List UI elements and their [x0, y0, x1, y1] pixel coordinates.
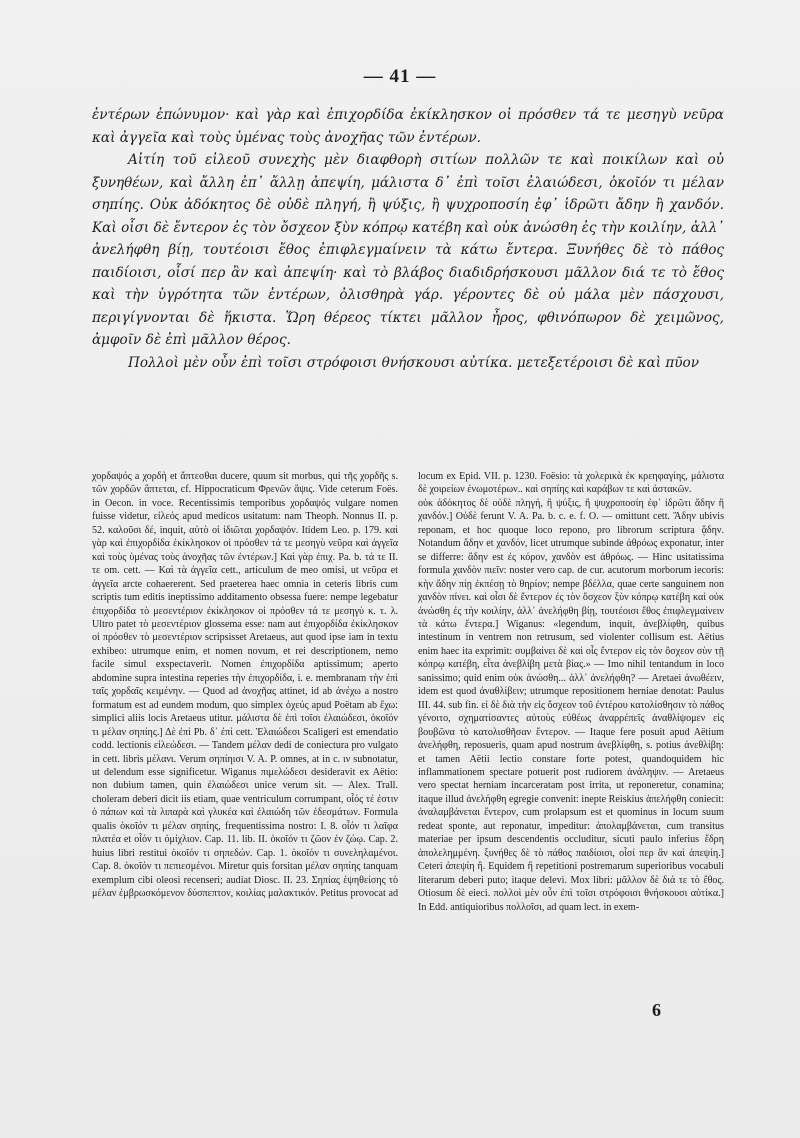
main-paragraph-2: Αἰτίη τοῦ εἰλεοῦ συνεχὴς μὲν διαφθορὴ σιτίων πολλῶν τε καὶ ποικίλων καὶ οὐ ξυνηθέων, καὶ ἄλλη ἐπ᾽ ἄλλῃ ἀπεψίη, μάλιστα δ᾽ ἐπὶ τοῖσι ἐλαιώδεσι, ὁκοῖόν τι μέλαν σηπίης. Οὐκ ἀδόκητος δὲ οὐδὲ πληγή, ἢ ψύξις, ἢ ψυχροποσίη ἐφ᾽ ἱδρῶτι ἄδην ἢ χανδόν. Καὶ οἷσι δὲ ἔντερον ἐς τὸν ὄσχεον ξὺν κόπρῳ κατέβη καὶ οὐκ ἀνώσθη ἐς τὴν κοιλίην, ἀλλ᾽ ἀνελήφθη βίῃ, τουτέοισι ἔθος ἐπιφλεγμαίνειν τὰ κάτω ἔντερα. Ξυνήθες δὲ τὸ πάθος παιδίοισι, οἷσί περ ἂν καὶ ἀπεψίη· καὶ τὸ βλάβος διαδιδρήσκουσι μᾶλλον διά τε τὸ ἔθος καὶ τὴν ὑγρότητα τῶν ἐντέρων, ὀλισθηρὰ γάρ. γέροντες δὲ οὐ μάλα μὲν πάσχουσι, περιγίγνονται δὲ ἥκιστα. Ὥρη θέρεος τίκτει μᾶλλον ἦρος, φθινόπωρον δὲ χειμῶνος, ἀμφοῖν δὲ ἐπὶ μᾶλλον θέρος. — [92, 152, 724, 348]
signature-mark: 6 — [652, 1000, 661, 1020]
footnotes — [92, 470, 724, 1090]
footnotes-column-2: οὐκ ἀδόκητος δὲ οὐδὲ πληγή, ἢ ψύξις, ἢ ψυχροποσίη ἐφ᾽ ἱδρῶτι ἄδην ἢ χανδόν.] Οὐδὲ ferunt V. A. Pa. b. c. e. f. O. — omittunt cett. Ἄδην ubivis reponam, et hoc quoque loco repono, pro librorum scriptura ᾅδην. Notandum ἄδην et χανδόν, licet utrumque subinde ἀθρόως exponatur, inter se differre: ἄδην est ἐς κόρον, χανδὸν est ἀθρόως. — Hinc usitatissima formula χανδὸν πιεῖν: noster vero cap. de cur. acutorum morborum iecoris: κὴν ἄδην πίῃ ἐκπέσῃ τὸ θηρίον; nempe βδέλλα, quae certe sanguinem non χανδὸν πίνει. καὶ οἷσι δὲ ἔντερον ἐς τὸν ὄσχεον ξὺν κόπρῳ κατέβη καὶ οὐκ ἀνώσθη ἐς τὴν κοιλίην, ἀλλ᾽ ἀνελήφθη βίῃ, τουτέοισι ἔθος ἐπιφλεγμαίνειν τὰ κάτω ἔντερα.] Wiganus: «legendum, inquit, ἀνεβλίφθη, quibus intestinum in ventrem non retrusum, sed violenter collisum est. Aëtius enim haec ita exprimit: συμβαίνει δὲ καὶ οἷς ἔντερον εἰς τὸν ὄσχεον σὺν τῇ κόπρῳ κατέβη, εἶτα ἀνεβλίβη μετὰ βίας.» — Imo nihil tentandum in loco sanissimo; quid enim οὐκ ἀνώσθη... ἀλλ᾽ ἀνελήφθη? — Aretaei ἀνωθέειν, idem est quod ἀναθλίβειν; utrumque repositionem herniae denotat: Paulus III. 44. sub fin. εἰ δὲ διὰ τὴν εἰς ὄσχεον τοῦ ἐντέρου κατολίσθησιν τὸ πάθος γένοιτο, σχηματίσαντες αὐτοὺς εὐθέως ἀναρρέπεῖς ἀναθλίψομεν εἰς βουβῶνα τὸ κατολισθῆσαν ἔντερον. — Itaque fere posuit apud Aëtium ἀνελήφθη, reposueris, quam apud nostrum ἀνεβλίφθη, s. potius ἀνεθλίβη: et tamen Aëtii lectio constare forte potest, quandoquidem hic inflammationem spectare potuerit post rudiorem ἀνάληψιν. — Aretaeus vero spectat herniam incarceratam post irrita, ut reponeretur, conamina; itaque illud ἀνελήφθη egregie convenit: inepte Reiskius ἀπελήφθη coniecit: ἀναλαμβάνεται ἔντερον, cum prolapsum est et quominus in locum suum redeat sponte, aut reponatur, impeditur: ἀπολαμβάνεται, cum transitus materiae per ipsum descendentis occluditur, sicuti paulo inferius ἔδρη ἀπολελημμένη. ξυνήθες δὲ τὸ πάθος παιδίοισι, οἷσί περ ἂν καὶ ἀπεψίη.] Ceteri ἀπεψίη ἢ. Equidem ἢ repetitioni postremarum superioribus vocabuli literarum deberi puto; itaque delevi. Mox libri: μᾶλλον δὲ διά τε τὸ ἔθος. Otiosum δὲ eieci. πολλοὶ μὲν οὖν ἐπὶ τοῖσι στρόφοισι θνήσκουσι αὐτίκα.] In Edd. antiquioribus πολλοῖσι, ad quam lect. in exem- — [418, 497, 724, 913]
page-number: — 41 — — [363, 66, 437, 87]
main-greek-text — [92, 104, 724, 374]
footnotes-column-1: χορδαψός a χορδὴ et ἅπτεσθαι ducere, quum sit morbus, qui τῆς χορδῆς s. τῶν χορδῶν ἅπτεται, cf. Hippocraticum Φρενῶν ἅψις. Vide ceterum Foës. in Oecon. in voce. Recentissimis temporibus χορδαψός vulgare nomen fuisse videtur, εἰλεός apud medicos usitatum: nam Theoph. Nonnus II. p. 52. καλοῦσι δέ, inquit, αὐτὸ οἱ ἰδιῶται χορδαψόν. Itidem Leo. p. 179. καὶ γὰρ καὶ ἐπιχορδίδα ἐκίκλησκον οἱ πρόσθεν τά τε μεσηγὺ νεῦρα καὶ ἀγγεῖα καὶ τοὺς ὑμένας τοὺς ἀνοχῆας τῶν ἐντέρων.] Καὶ γὰρ ἐπιχ. Pa. b. τά τε II. τε om. cett. — Καὶ τὰ ἀγγεῖα cett., articulum de meo omisi, ut νεῦρα et ἀγγεῖα arcte cohaererent. Sed praeterea haec omnia in ceteris libris cum scriptis tum editis ineptissimo additamento obsessa fuere: nempe legebatur ἐπιχορδίδα τὸ μεσεντέριον ἐκίκλησκον οἱ πρόσθεν τά τε μεσηγὺ κ. τ. λ. Ultro patet τὸ μεσεντέριον glossema esse: nam aut ἐπιχορδίδα ἐκίκλησκον οἱ πρόσθεν τὸ μεσεντέριον scripsisset Aretaeus, aut quod ipse iam in textu exhibeo: utrumque enim, et nomen novum, et rei descriptionem, nemo facile simul exspectaverit. Nomen ἐπιχορδίδα aptissimum; aperto abdomine supra intestina reperies τὴν ἐπιχορδίδα, i. e. membranam τὴν ἐπὶ ταῖς χορδαῖς κειμένην. — Quod ad ἀνοχῆας attinet, id ab ἀνέχω a nostro formatum est ad eundem modum, quo simplex ὀχεύς apud Poëtam ab ἔχω: simplici aliis locis Aretaeus utitur. μάλιστα δὲ ἐπὶ τοῖσι ἐλαιώδεσι, ὁκοῖόν τι μέλαν σηπίης.] Δὲ ἐπὶ Pb. δ᾽ ἐπὶ cett. Ἐλαιώδεσι Scaligeri est emendatio codd. lectionis εἰλεώδεσι. — Tandem μέλαν dedi de coniectura pro vulgato in cett. libris μέλανι. Verum σηπίηισι V. A. P. omnes, at in c. ιν subnotatur, ut delendum esse significetur. Wiganus πιμελώδεσι desideravit ex Aëtio: non dubium tamen, quin ἐλαιώδεσι unice verum sit. — Alex. Trall. choleram deberi dicit iis etiam, quae ventriculum corrumpant, οἷός τέ ἐστιν ὁ πάπων καὶ τὰ λιπαρὰ καὶ γλυκέα καὶ ἐλαιώδη τῶν ἐδεσμάτων. Formula qualis ὁκοῖόν τι μέλαν σηπίης, frequentissima nostro: I. 8. οἷόν τι λαῖφα πλατέα et οἷόν τι ὀμίχλιον. Cap. 11. lib. II. ὁκοῖόν τι ζῶον ἐν ζώῳ. Cap. 2. huius libri restitui ὁκοῖόν τι σηπεδών. Cap. 1. ὁκοῖόν τι συνεληλαμένοι. Cap. 8. ὁκοῖόν τι πεπιεσμένοι. Miretur quis forsitan μέλαν σηπίης tanquam exemplum cibi oleosi recenseri; audiat Diosc. II. 23. Σηπίας ἑψηθείσης τὸ μέλαν ἐμβρωσκόμενον δύσπεπτον, κοιλίας μαλακτικόν. Petitus provocat ad locum ex Epid. VII. p. 1230. Foësio: τὰ χολερικὰ ἐκ κρεηφαγίης, μάλιστα δὲ χοιρείων ἐνωμοτέρων.. καὶ σηπίης καὶ καράβων τε καὶ ἀστακῶν. — [92, 471, 724, 900]
main-paragraph-1: ἐντέρων ἐπώνυμον· καὶ γὰρ καὶ ἐπιχορδίδα ἐκίκλησκον οἱ πρόσθεν τά τε μεσηγὺ νεῦρα καὶ ἀγγεῖα καὶ τοὺς ὑμένας τοὺς ἀνοχῆας τῶν ἐντέρων. — [92, 107, 724, 146]
main-paragraph-3: Πολλοὶ μὲν οὖν ἐπὶ τοῖσι στρόφοισι θνήσκουσι αὐτίκα. μετεξετέροισι δὲ καὶ πῦον — [128, 354, 699, 371]
